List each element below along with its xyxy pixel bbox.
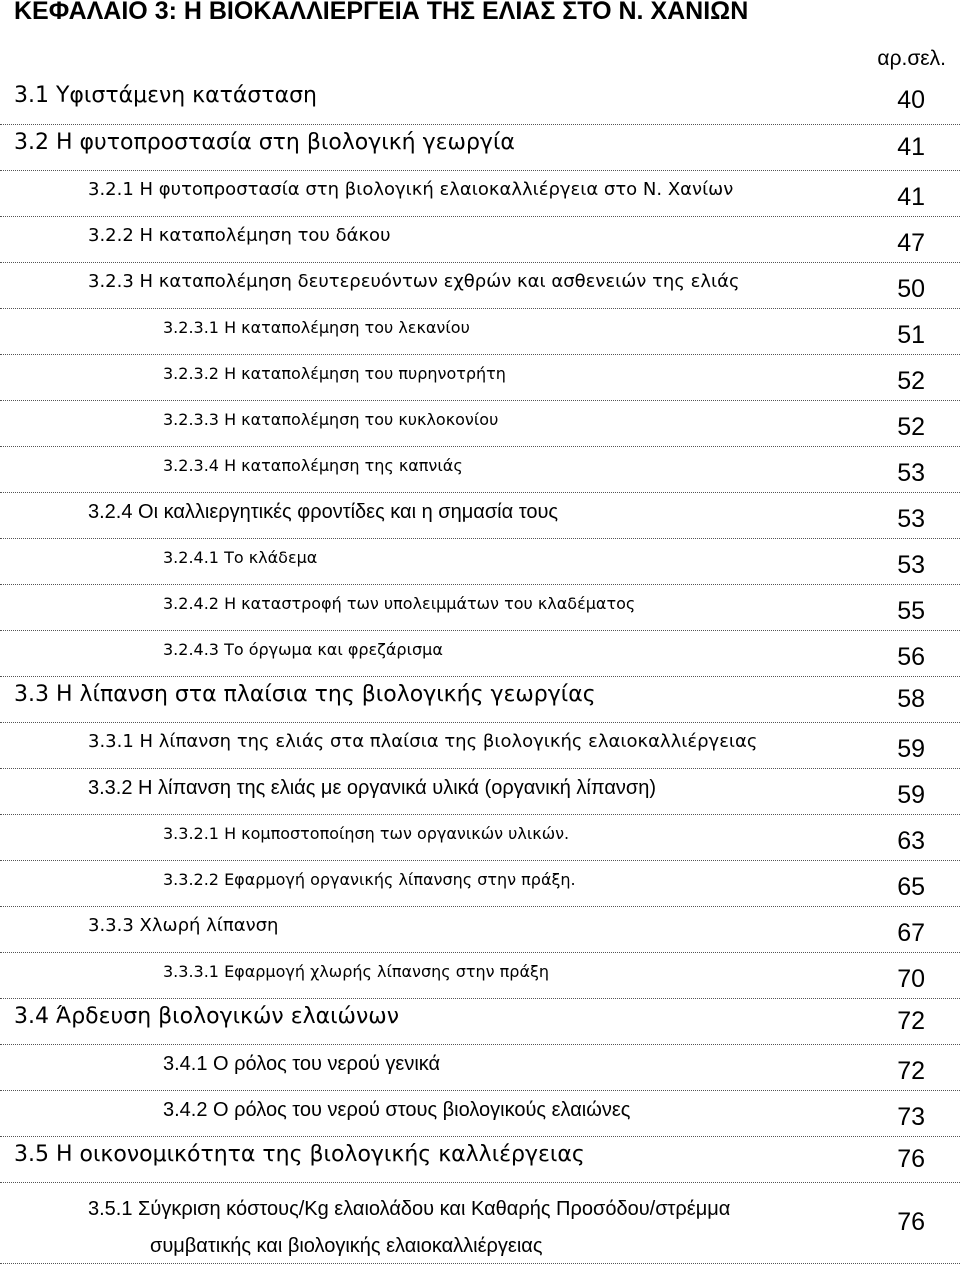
toc-entry-page: 72 (897, 1057, 925, 1085)
toc-entry (0, 952, 960, 998)
toc-entry-page: 50 (897, 275, 925, 303)
toc-entry (0, 998, 960, 1044)
toc-entry-page: 53 (897, 505, 925, 533)
toc-entry (0, 262, 960, 308)
toc-entry (0, 906, 960, 952)
page-title: ΚΕΦΑΛΑΙΟ 3: Η ΒΙΟΚΑΛΛΙΕΡΓΕΙΑ ΤΗΣ ΕΛΙΑΣ ΣΤΟ Ν. ΧΑΝΙΩΝ (14, 0, 749, 25)
toc-entry-page: 59 (897, 735, 925, 763)
toc-entry (0, 538, 960, 584)
toc-entry (0, 1044, 960, 1090)
toc-entry-title: 3.2.2 Η καταπολέμηση του δάκου (88, 225, 391, 246)
toc-entry-page: 58 (897, 685, 925, 713)
toc-entry (0, 630, 960, 676)
toc-entry (0, 722, 960, 768)
toc-entry-page: 56 (897, 643, 925, 671)
toc-entry-page: 72 (897, 1007, 925, 1035)
toc-entry-page: 41 (897, 133, 925, 161)
toc-entry-page: 52 (897, 413, 925, 441)
toc-entry-title-line: 3.5.1 Σύγκριση κόστους/Kg ελαιολάδου και Καθαρής Προσόδου/στρέμμα (88, 1198, 731, 1220)
toc-entry-page: 47 (897, 229, 925, 257)
toc-entry-title: 3.3.2 Η λίπανση της ελιάς με οργανικά υλικά (οργανική λίπανση) (88, 777, 657, 799)
toc-entry (0, 814, 960, 860)
toc-entry-title: 3.4 Άρδευση βιολογικών ελαιώνων (14, 1004, 399, 1029)
toc-entry (0, 354, 960, 400)
toc-entry (0, 860, 960, 906)
toc-entry-title: 3.2.4.2 Η καταστροφή των υπολειμμάτων του κλαδέματος (163, 594, 636, 613)
toc-entry-title: 3.3.2.2 Εφαρμογή οργανικής λίπανσης στην πράξη. (163, 870, 576, 889)
toc-entry-title: 3.2.3.4 Η καταπολέμηση της καπνιάς (163, 456, 463, 475)
toc-entry-title: 3.4.1 Ο ρόλος του νερού γενικά (163, 1053, 441, 1075)
toc-entry (0, 78, 960, 124)
toc-entry (0, 124, 960, 170)
toc-entry-page: 63 (897, 827, 925, 855)
toc-entry-page: 55 (897, 597, 925, 625)
toc-entry-title: 3.3.2.1 Η κομποστοποίηση των οργανικών υλικών. (163, 824, 570, 843)
toc-entry-page: 51 (897, 321, 925, 349)
toc-entry-title (88, 1191, 730, 1265)
toc-entry (0, 400, 960, 446)
toc-entry-page: 76 (897, 1145, 925, 1173)
toc-entry-title-continuation: συμβατικής και βιολογικής ελαιοκαλλιέργειας (150, 1235, 543, 1257)
toc-entry (0, 492, 960, 538)
toc-entry-page: 52 (897, 367, 925, 395)
toc-entry-title: 3.2.3 Η καταπολέμηση δευτερευόντων εχθρών και ασθενειών της ελιάς (88, 271, 740, 292)
toc-entry-title: 3.3.3.1 Εφαρμογή χλωρής λίπανσης στην πράξη (163, 962, 550, 981)
toc-entry-title: 3.2.3.2 Η καταπολέμηση του πυρηνοτρήτη (163, 364, 506, 383)
toc-entry-title: 3.2 Η φυτοπροστασία στη βιολογική γεωργία (14, 130, 515, 155)
toc-entry (0, 216, 960, 262)
toc-entry-page: 59 (897, 781, 925, 809)
toc-entry-title: 3.2.3.1 Η καταπολέμηση του λεκανίου (163, 318, 470, 337)
toc-entry (0, 308, 960, 354)
toc-entry-title: 3.2.4.3 Το όργωμα και φρεζάρισμα (163, 640, 443, 659)
toc-entry-title: 3.2.4 Οι καλλιεργητικές φροντίδες και η σημασία τους (88, 501, 559, 523)
toc-entry-page: 40 (897, 86, 925, 114)
toc-entry-page: 41 (897, 183, 925, 211)
toc-entry-page: 65 (897, 873, 925, 901)
toc-entry-title: 3.2.1 Η φυτοπροστασία στη βιολογική ελαιοκαλλιέργεια στο Ν. Χανίων (88, 179, 734, 200)
table-of-contents (0, 78, 960, 1262)
toc-entry-title: 3.3.3 Χλωρή λίπανση (88, 915, 279, 936)
toc-entry-page: 76 (897, 1208, 925, 1236)
toc-entry-title: 3.1 Υφιστάμενη κατάσταση (14, 83, 317, 108)
toc-entry-title: 3.2.3.3 Η καταπολέμηση του κυκλοκονίου (163, 410, 499, 429)
toc-entry-page: 53 (897, 459, 925, 487)
toc-entry (0, 1182, 960, 1262)
toc-entry-title: 3.5 Η οικονομικότητα της βιολογικής καλλιέργειας (14, 1142, 585, 1167)
toc-entry (0, 170, 960, 216)
toc-entry-title: 3.2.4.1 Το κλάδεμα (163, 548, 318, 567)
toc-entry (0, 584, 960, 630)
toc-entry-page: 73 (897, 1103, 925, 1131)
toc-entry-title: 3.4.2 Ο ρόλος του νερού στους βιολογικούς ελαιώνες (163, 1099, 631, 1121)
toc-entry-page: 53 (897, 551, 925, 579)
toc-entry (0, 1136, 960, 1182)
toc-entry (0, 446, 960, 492)
toc-entry (0, 676, 960, 722)
divider (0, 1263, 960, 1264)
toc-entry (0, 1090, 960, 1136)
toc-entry-page: 70 (897, 965, 925, 993)
toc-entry-title: 3.3 Η λίπανση στα πλαίσια της βιολογικής γεωργίας (14, 682, 596, 707)
page-number-header: αρ.σελ. (877, 47, 946, 70)
toc-entry-title: 3.3.1 Η λίπανση της ελιάς στα πλαίσια της βιολογικής ελαιοκαλλιέργειας (88, 731, 758, 752)
toc-entry (0, 768, 960, 814)
toc-entry-page: 67 (897, 919, 925, 947)
